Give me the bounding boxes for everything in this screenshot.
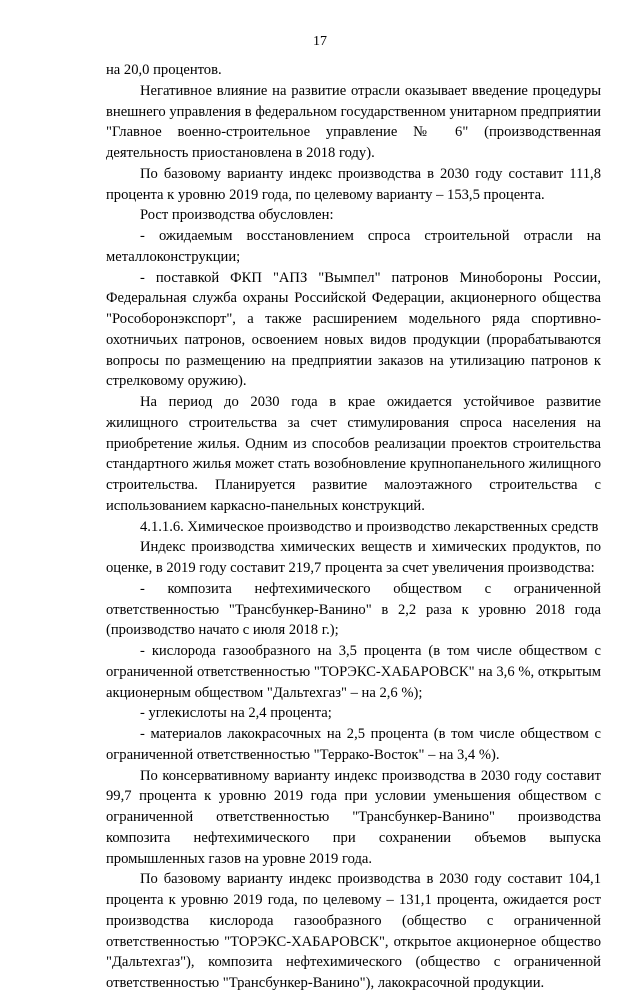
paragraph: Рост производства обусловлен:: [140, 207, 334, 224]
paragraph: По базовому варианту индекс производства в 2030 году составит 111,8 процента к уровню 2019 года, по целевому варианту – 153,5 процента.: [106, 165, 601, 203]
list-item: - материалов лакокрасочных на 2,5 процента (в том числе обществом с ограниченной ответственностью "Террако-Восток" – на 3,4 %).: [106, 726, 601, 763]
list-item: - кислорода газообразного на 3,5 процента (в том числе обществом с ограниченной ответственностью "ТОРЭКС-ХАБАРОВСК" на 3,6 %, открытым акционерным обществом "Дальтехгаз" – на 2,6 %);: [106, 643, 601, 701]
document-body: [106, 60, 601, 994]
paragraph: Индекс производства химических веществ и химических продуктов, по оценке, в 2019 году составит 219,7 процента за счет увеличения производства:: [106, 539, 601, 576]
paragraph: на 20,0 процентов.: [106, 62, 222, 78]
list-item: - ожидаемым восстановлением спроса строительной отрасли на металлоконструкции;: [106, 228, 601, 265]
list-item: - поставкой ФКП "АПЗ "Вымпел" патронов Минобороны России, Федеральная служба охраны Российской Федерации, акционерного общества "Рособоронэкспорт", а также расширением модельного ряда спортивно-охотничьих патронов, освоением новых видов продукции (прорабатываются вопросы по размещению на предприятии заказов на утилизацию патронов к стрелковому оружию).: [106, 269, 601, 390]
list-item: - композита нефтехимического обществом с ограниченной ответственностью "Трансбункер-Ванино" в 2,2 раза к уровню 2018 года (производство начато с июля 2018 г.);: [106, 580, 601, 639]
paragraph: На период до 2030 года в крае ожидается устойчивое развитие жилищного строительства за счет стимулирования спроса населения на приобретение жилья. Одним из способов реализации проектов строительства стандартного жилья может стать возобновление крупнопанельного жилищного строительства. Планируется развитие малоэтажного строительства с использованием каркасно-панельных конструкций.: [106, 394, 601, 514]
paragraph: Негативное влияние на развитие отрасли оказывает введение процедуры внешнего управления в федеральном государственном унитарном предприятии "Главное военно-строительное управление № 6" (производственная деятельность приостановлена в 2018 году).: [106, 82, 601, 161]
paragraph: По консервативному варианту индекс производства в 2030 году составит 99,7 процента к уровню 2019 года при условии уменьшения обществом с ограниченной ответственностью "Трансбункер-Ванино" производства композита нефтехимического при сохранении объемов выпуска промышленных газов на уровне 2019 года.: [106, 767, 601, 867]
section-heading: 4.1.1.6. Химическое производство и производство лекарственных средств: [140, 518, 599, 535]
paragraph: По базовому варианту индекс производства в 2030 году составит 104,1 процента к уровню 2019 года, по целевому – 131,1 процента, ожидается рост производства кислорода газообразного (общество с ограниченной ответственностью "ТОРЭКС-ХАБАРОВСК", открытое акционерное общество "Дальтехгаз"), композита нефтехимического (общество с ограниченной ответственностью "Трансбункер-Ванино"), лакокрасочной продукции.: [106, 871, 601, 991]
list-item: - углекислоты на 2,4 процента;: [140, 705, 332, 722]
page-number: 17: [313, 34, 327, 49]
